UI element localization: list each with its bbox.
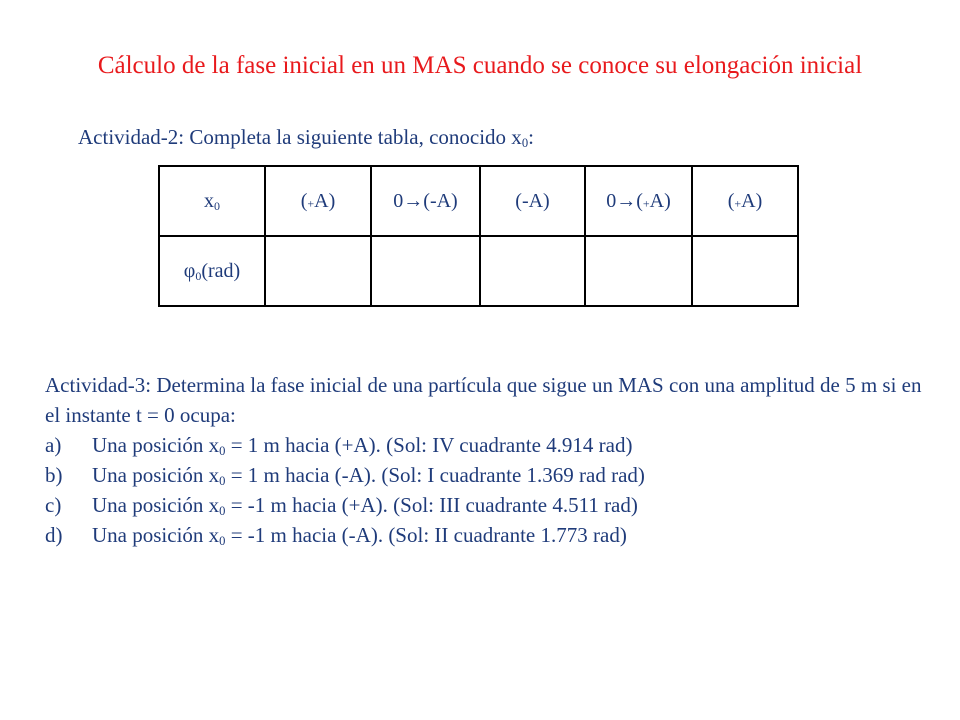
item-marker: c): [45, 493, 62, 517]
activity-2-colon: :: [528, 125, 534, 149]
activity-3-intro: Actividad-3: Determina la fase inicial de una partícula que sigue un MAS con una amplitud de 5 m si en el instante t = 0 ocupa:: [45, 373, 922, 427]
header-cell: 0→(-A): [371, 166, 480, 236]
activity-3-options: [45, 430, 935, 550]
table-row-positions: [159, 166, 798, 236]
header-cell: 0→(+A): [585, 166, 692, 236]
phase-table: [158, 165, 799, 307]
item-marker: d): [45, 523, 63, 547]
list-item: c) Una posición $x_0 = -1$ m hacia (+A). (Sol: III cuadrante 4.511 rad): [45, 490, 935, 520]
activity-2-instructions: [78, 125, 534, 150]
page-title: Cálculo de la fase inicial en un MAS cuando se conoce su elongación inicial: [97, 52, 863, 79]
row-label-x0: $x_0$: [159, 166, 265, 236]
list-item: d) Una posición $x_0 = -1$ m hacia (-A). (Sol: II cuadrante 1.773 rad): [45, 520, 935, 550]
list-item: a) Una posición $x_0 = 1$ m hacia (+A). (Sol: IV cuadrante 4.914 rad): [45, 430, 935, 460]
empty-cell: [585, 236, 692, 306]
activity-2-subscript: 0: [521, 136, 529, 151]
empty-cell: [265, 236, 371, 306]
list-item: b) Una posición $x_0 = 1$ m hacia (-A). (Sol: I cuadrante 1.369 rad rad): [45, 460, 935, 490]
header-cell: (+A): [692, 166, 798, 236]
row-label-phi0: $\varphi_0(rad)$: [159, 236, 265, 306]
item-marker: b): [45, 463, 63, 487]
item-marker: a): [45, 433, 62, 457]
activity-2-text: Actividad-2: Completa la siguiente tabla, conocido x: [78, 125, 522, 149]
empty-cell: [692, 236, 798, 306]
activity-3: [45, 370, 935, 550]
header-cell: (-A): [480, 166, 585, 236]
empty-cell: [371, 236, 480, 306]
empty-cell: [480, 236, 585, 306]
header-cell: (+A): [265, 166, 371, 236]
table-row-phases: [159, 236, 798, 306]
